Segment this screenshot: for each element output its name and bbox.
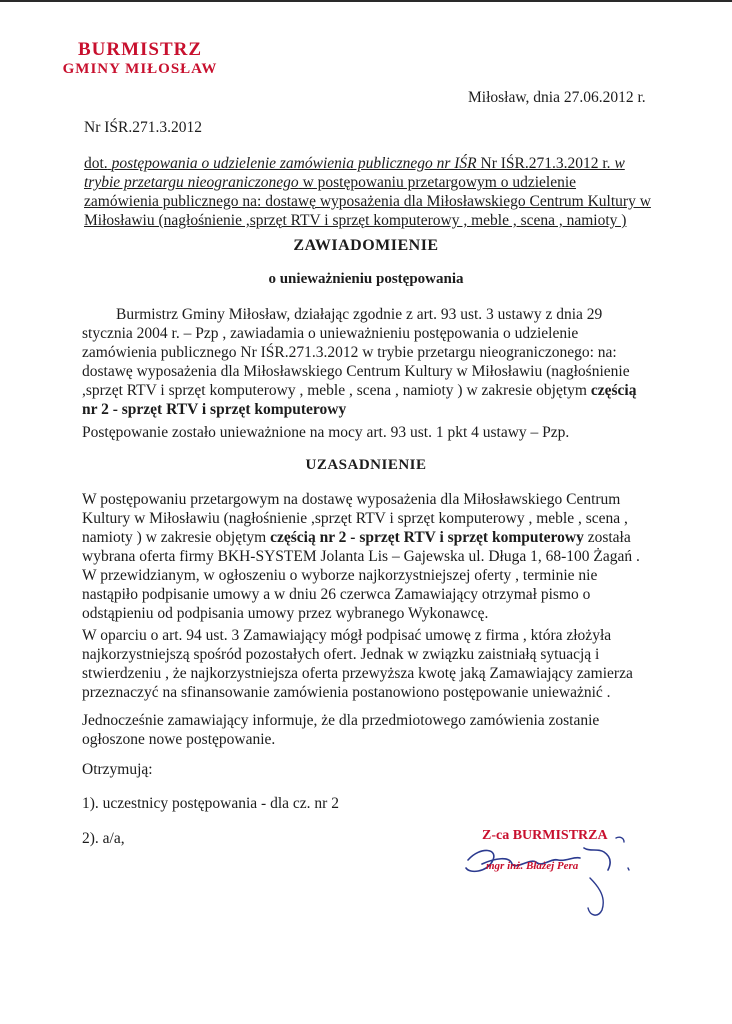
subject-plain-2: w postępowaniu przetargowym o udzielenie zamówienia publicznego na: dostawę wyposażenia dla Miłosławskiego Centrum Kultury w Miłosławiu (nagłośnienie ,sprzęt RTV i sprzęt komputerowy , meble , scena , namioty ) bbox=[84, 174, 651, 229]
stamp-name: mgr inż. Błażej Pera bbox=[486, 860, 579, 872]
document-title: ZAWIADOMIENIE bbox=[293, 237, 439, 254]
official-stamp bbox=[440, 818, 640, 928]
subject-prefix: dot. bbox=[84, 155, 108, 172]
paragraph-notice bbox=[82, 305, 647, 419]
letterhead bbox=[40, 40, 240, 78]
paragraph-justification bbox=[82, 490, 647, 623]
letterhead-subtitle: GMINY MIŁOSŁAW bbox=[62, 61, 218, 77]
paragraph-justification-bold: częścią nr 2 - sprzęt RTV i sprzęt komputerowy bbox=[270, 529, 584, 546]
subject-plain-1: Nr IŚR.271.3.2012 r. bbox=[480, 155, 611, 172]
recipient-item-2: 2). a/a, bbox=[82, 830, 125, 847]
subject-italic-2: w trybie przetargu nieograniczonego bbox=[84, 155, 625, 191]
letterhead-title: BURMISTRZ bbox=[77, 39, 203, 60]
reference-number: Nr IŚR.271.3.2012 bbox=[84, 119, 202, 136]
paragraph-justification-rest: została wybrana oferta firmy BKH-SYSTEM Jolanta Lis – Gajewska ul. Długa 1, 68-100 Żagań . W przewidzianym, w ogłoszeniu o wyborze najkorzystniejszej oferty , terminie nie nastąpiło podpisanie umowy a w dniu 26 czerwca Zamawiający otrzymał pismo o odstąpieniu od podpisania umowy przez wybranego Wykonawcę. bbox=[82, 529, 640, 622]
paragraph-justification-text: W postępowaniu przetargowym na dostawę wyposażenia dla Miłosławskiego Centrum Kultury w Miłosławiu (nagłośnienie ,sprzęt RTV i sprzęt komputerowy , meble , scena , namioty ) w zakresie objętym bbox=[82, 491, 628, 546]
paragraph-notice-bold: częścią nr 2 - sprzęt RTV i sprzęt komputerowy bbox=[82, 382, 637, 418]
place-and-date: Miłosław, dnia 27.06.2012 r. bbox=[468, 89, 646, 106]
subject-line bbox=[84, 154, 654, 230]
justification-title: UZASADNIENIE bbox=[305, 457, 427, 473]
recipients-label: Otrzymują: bbox=[82, 761, 153, 778]
subject-italic-1: postępowania o udzielenie zamówienia publicznego nr IŚR bbox=[111, 155, 477, 172]
paragraph-legal-basis: Postępowanie zostało unieważnione na mocy art. 93 ust. 1 pkt 4 ustawy – Pzp. bbox=[82, 424, 570, 441]
stamp-title: Z-ca BURMISTRZA bbox=[482, 828, 608, 843]
paragraph-notice-text: Burmistrz Gminy Miłosław, działając zgodnie z art. 93 ust. 3 ustawy z dnia 29 stycznia 2004 r. – Pzp , zawiadamia o unieważnieniu postępowania o udzielenie zamówienia publicznego Nr IŚR.271.3.2012 w trybie przetargu nieograniczonego: na: dostawę wyposażenia dla Miłosławskiego Centrum Kultury w Miłosławiu (nagłośnienie ,sprzęt RTV i sprzęt komputerowy , meble , scena , namioty ) w zakresie objętym bbox=[82, 306, 630, 399]
paragraph-art94: W oparciu o art. 94 ust. 3 Zamawiający mógł podpisać umowę z firma , która złożyła najkorzystniejszą spośród pozostałych ofert. Jednak w związku zaistniałą sytuacją i stwierdzeniu , że najkorzystniejsza oferta przewyższa kwotę jaką Zamawiający zamierza przeznaczyć na sfinansowanie zamówienia postanowiono postępowanie unieważnić . bbox=[82, 627, 633, 701]
document-subtitle: o unieważnieniu postępowania bbox=[268, 271, 464, 287]
top-border-line bbox=[0, 0, 732, 2]
handwritten-signature bbox=[440, 818, 640, 928]
paragraph-new-procedure: Jednocześnie zamawiający informuje, że dla przedmiotowego zamówienia zostanie ogłoszone nowe postępowanie. bbox=[82, 712, 600, 748]
recipient-item-1: 1). uczestnicy postępowania - dla cz. nr 2 bbox=[82, 795, 339, 812]
